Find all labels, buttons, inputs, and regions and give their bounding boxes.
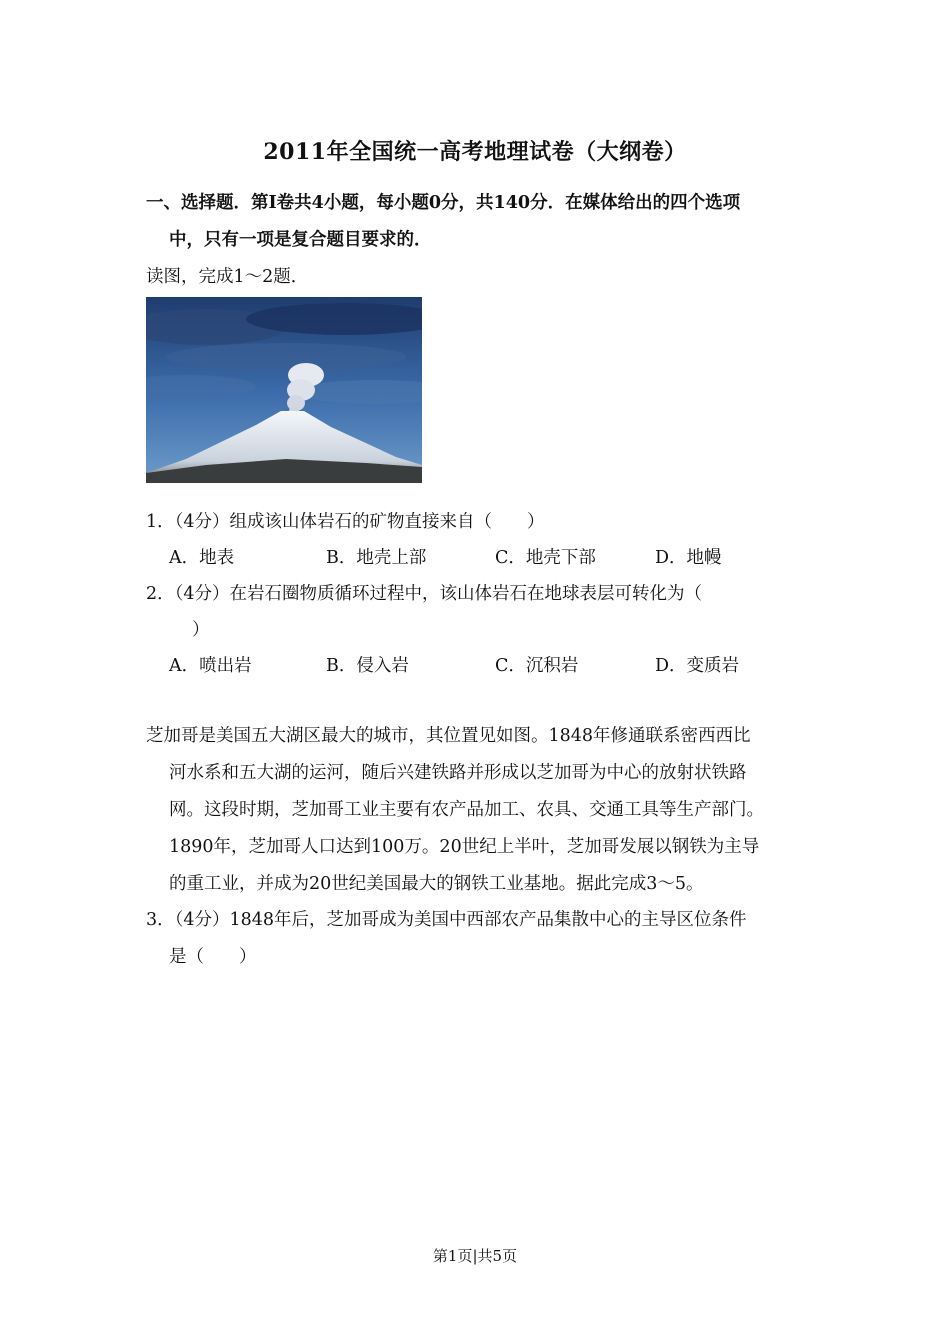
question-2-option-d: D．变质岩 <box>655 656 740 676</box>
passage-line: 的重工业，并成为20世纪美国最大的钢铁工业基地。据此完成3～5。 <box>169 874 704 894</box>
question-2-option-b: B．侵入岩 <box>326 656 409 676</box>
passage-line: 河水系和五大湖的运河，随后兴建铁路并形成以芝加哥为中心的放射状铁路 <box>169 763 747 783</box>
question-1-option-c: C．地壳下部 <box>495 548 596 568</box>
passage-line: 1890年，芝加哥人口达到100万。20世纪上半叶，芝加哥发展以钢铁为主导 <box>169 837 760 857</box>
question-2-option-c: C．沉积岩 <box>495 656 579 676</box>
passage-line: 芝加哥是美国五大湖区最大的城市，其位置见如图。1848年修通联系密西西比 <box>146 726 751 746</box>
page-title: 2011年全国统一高考地理试卷（大纲卷） <box>263 139 687 165</box>
question-1-option-d: D．地幔 <box>655 548 722 568</box>
section-heading-line-2: 中，只有一项是复合题目要求的． <box>169 230 432 250</box>
section-heading-line-1: 一、选择题．第I卷共4小题，每小题0分，共140分．在媒体给出的四个选项 <box>146 193 741 213</box>
question-3-stem: 3．（4分）1848年后，芝加哥成为美国中西部农产品集散中心的主导区位条件 <box>146 910 747 930</box>
volcano-photo <box>146 297 422 483</box>
question-1-option-b: B．地壳上部 <box>326 548 427 568</box>
volcano-image <box>146 297 422 483</box>
intro-text: 读图，完成1～2题． <box>146 267 309 287</box>
question-2-stem: 2．（4分）在岩石圈物质循环过程中，该山体岩石在地球表层可转化为（ <box>146 584 703 604</box>
question-3-stem-end: 是（ ） <box>169 947 257 967</box>
question-2-stem-end: ） <box>192 620 210 640</box>
passage-line: 网。这段时期，芝加哥工业主要有农产品加工、农具、交通工具等生产部门。 <box>169 800 764 820</box>
question-2-option-a: A．喷出岩 <box>169 656 252 676</box>
question-1-option-a: A．地表 <box>169 548 235 568</box>
page-footer: 第1页|共5页 <box>432 1247 518 1265</box>
question-1-stem: 1．（4分）组成该山体岩石的矿物直接来自（ ） <box>146 512 545 532</box>
